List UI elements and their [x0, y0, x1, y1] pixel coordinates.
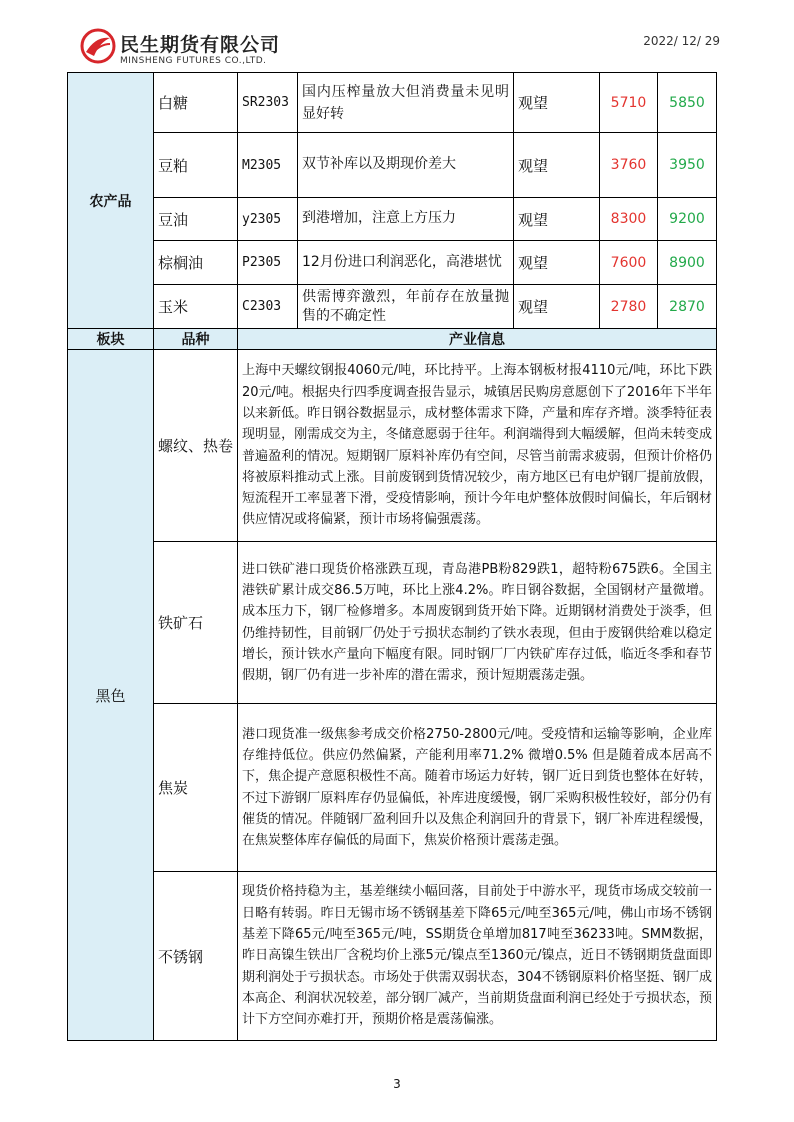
variety-cell: 豆油	[154, 198, 238, 241]
stance-cell: 观望	[514, 73, 600, 133]
low-price: 3760	[600, 133, 658, 198]
page-number: 3	[393, 1077, 401, 1091]
industry-info: 港口现货准一级焦参考成交价格2750-2800元/吨。受疫情和运输等影响，企业库存维持低位。供应仍然偏紧，产能利用率71.2% 微增0.5% 但是随着成本居高不下，焦企提产意愿积极性不高。随着市场运力好转，钢厂近日到货也整体在好转，不过下游钢厂原料库存仍显偏低，补库进度缓慢，钢厂采购积极性较好，部分仍有催货的情况。伴随钢厂盈利回升以及焦企利润回升的背景下，钢厂补库进程缓慢，在焦炭整体库存偏低的局面下，焦炭价格预计震荡走强。	[238, 704, 717, 872]
note-cell: 到港增加，注意上方压力	[298, 198, 514, 241]
low-price: 5710	[600, 73, 658, 133]
variety-cell: 螺纹、热卷	[154, 350, 238, 542]
note-cell: 12月份进口利润恶化，高港堪忧	[298, 241, 514, 285]
variety-cell: 焦炭	[154, 704, 238, 872]
note-cell: 国内压榨量放大但消费量未见明显好转	[298, 73, 514, 133]
company-name-cn: 民生期货有限公司	[120, 34, 281, 56]
table-row	[68, 241, 717, 285]
industry-info: 现货价格持稳为主，基差继续小幅回落，目前处于中游水平，现货市场成交较前一日略有转弱。昨日无锡市场不锈钢基差下降65元/吨至365元/吨，佛山市场不锈钢基差下降65元/吨至365元/吨，SS期货仓单增加817吨至36233吨。SMM数据，昨日高镍生铁出厂含税均价上涨5元/镍点至1360元/镍点，近日不锈钢期货盘面即期利润处于亏损状态。市场处于供需双弱状态，304不锈钢原料价格坚挺、钢厂成本高企、利润状况较差，部分钢厂减产，当前期货盘面利润已经处于亏损状态，预计下方空间亦难打开，预期价格是震荡偏涨。	[238, 872, 717, 1041]
stance-cell: 观望	[514, 198, 600, 241]
header-variety: 品种	[154, 329, 238, 350]
contract-code: M2305	[238, 133, 298, 198]
variety-cell: 白糖	[154, 73, 238, 133]
table-row	[68, 704, 717, 872]
industry-info: 上海中天螺纹钢报4060元/吨，环比持平。上海本钢板材报4110元/吨，环比下跌20元/吨。根据央行四季度调查报告显示，城镇居民购房意愿创下了2016年下半年以来新低。昨日钢谷数据显示，成材整体需求下降，产量和库存齐增。淡季特征表现明显，刚需成交为主，冬储意愿弱于往年。利润端得到大幅缓解，但尚未转变成普遍盈利的情况。短期钢厂原料补库仍有空间，尽管当前需求疲弱，但预计价格仍将被原料推动式上涨。目前废钢到货情况较少，南方地区已有电炉钢厂提前放假，短流程开工率显著下滑，受疫情影响，预计今年电炉整体放假时间偏长，年后钢材供应情况或将偏紧，预计市场将偏强震荡。	[238, 350, 717, 542]
high-price: 5850	[658, 73, 717, 133]
futures-table	[67, 72, 717, 1041]
high-price: 3950	[658, 133, 717, 198]
contract-code: y2305	[238, 198, 298, 241]
variety-cell: 铁矿石	[154, 542, 238, 704]
table-row	[68, 285, 717, 329]
variety-cell: 不锈钢	[154, 872, 238, 1041]
contract-code: SR2303	[238, 73, 298, 133]
low-price: 2780	[600, 285, 658, 329]
variety-cell: 棕榈油	[154, 241, 238, 285]
table-row	[68, 133, 717, 198]
category-agri: 农产品	[68, 73, 154, 329]
category-black: 黑色	[68, 350, 154, 1041]
high-price: 8900	[658, 241, 717, 285]
contract-code: C2303	[238, 285, 298, 329]
high-price: 2870	[658, 285, 717, 329]
page-header	[80, 26, 720, 72]
note-cell: 供需博弈激烈，年前存在放量抛售的不确定性	[298, 285, 514, 329]
report-date: 2022/ 12/ 29	[643, 34, 720, 48]
minsheng-logo-icon	[80, 28, 116, 64]
industry-info: 进口铁矿港口现货价格涨跌互现，青岛港PB粉829跌1，超特粉675跌6。全国主港铁矿累计成交86.5万吨，环比上涨4.2%。昨日钢谷数据，全国钢材产量微增。成本压力下，钢厂检修增多。本周废钢到货开始下降。近期钢材消费处于淡季，但仍维持韧性，目前钢厂仍处于亏损状态制约了铁水表现，但由于废钢供给难以稳定增长，预计铁水产量向下幅度有限。同时钢厂厂内铁矿库存过低，临近冬季和春节假期，钢厂仍有进一步补库的潜在需求，预计短期震荡走强。	[238, 542, 717, 704]
header-sector: 板块	[68, 329, 154, 350]
note-cell: 双节补库以及期现价差大	[298, 133, 514, 198]
stance-cell: 观望	[514, 133, 600, 198]
table-row	[68, 350, 717, 542]
company-name-en: MINSHENG FUTURES CO.,LTD.	[120, 56, 267, 66]
table-row	[68, 198, 717, 241]
high-price: 9200	[658, 198, 717, 241]
table-row	[68, 542, 717, 704]
low-price: 7600	[600, 241, 658, 285]
stance-cell: 观望	[514, 285, 600, 329]
header-info: 产业信息	[238, 329, 717, 350]
variety-cell: 豆粕	[154, 133, 238, 198]
contract-code: P2305	[238, 241, 298, 285]
table-row	[68, 73, 717, 133]
stance-cell: 观望	[514, 241, 600, 285]
section-header-row	[68, 329, 717, 350]
table-row	[68, 872, 717, 1041]
variety-cell: 玉米	[154, 285, 238, 329]
low-price: 8300	[600, 198, 658, 241]
